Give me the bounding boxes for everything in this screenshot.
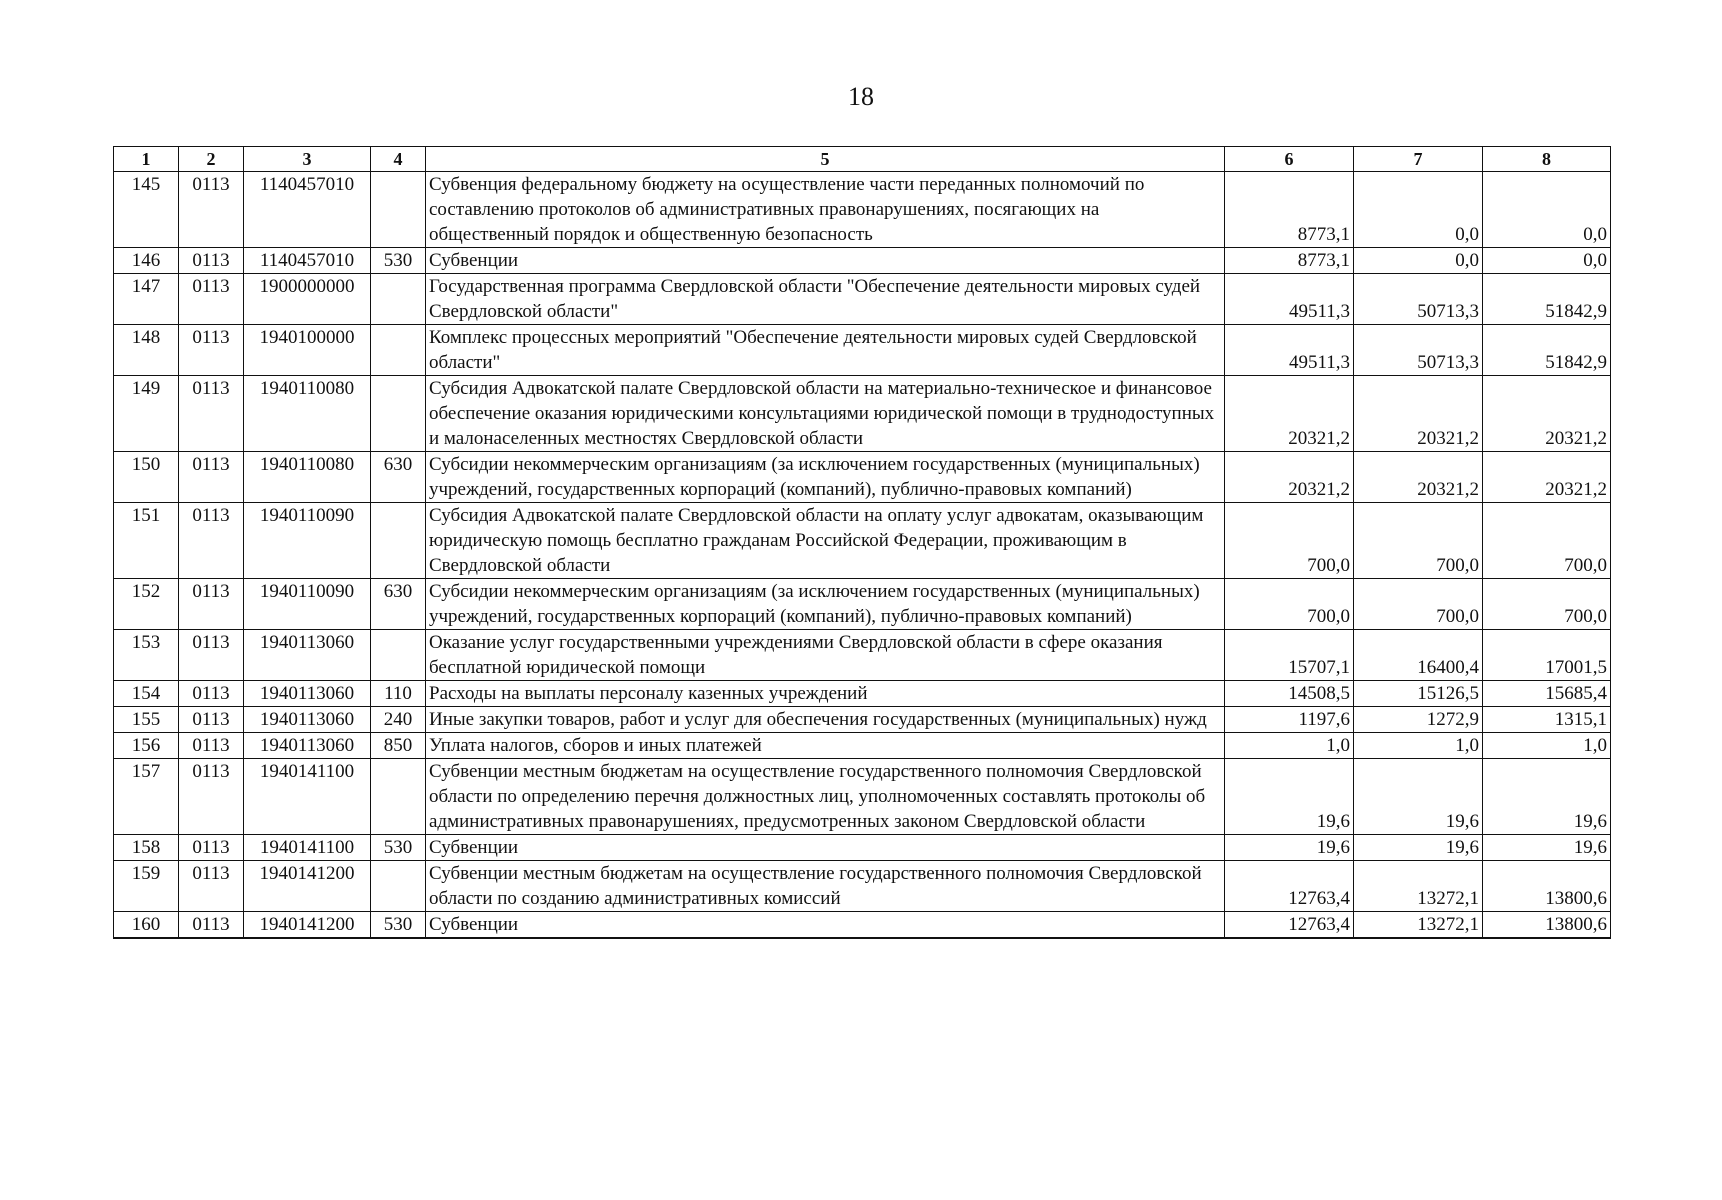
expense-type-cell: 630 xyxy=(371,579,426,630)
amount-year2-cell: 19,6 xyxy=(1354,835,1483,861)
table-body xyxy=(114,172,1611,939)
amount-year3-cell: 0,0 xyxy=(1483,248,1611,274)
section-code-cell: 0113 xyxy=(179,681,244,707)
expense-type-cell: 530 xyxy=(371,835,426,861)
row-number-cell: 159 xyxy=(114,861,179,912)
item-name-cell: Субсидии некоммерческим организациям (за исключением государственных (муниципальных) учреждений, государственных корпораций (компаний), публично-правовых компаний) xyxy=(426,452,1225,503)
amount-year2-cell: 1,0 xyxy=(1354,733,1483,759)
column-header: 1 xyxy=(114,147,179,172)
item-name-cell: Субсидия Адвокатской палате Свердловской области на оплату услуг адвокатам, оказывающим юридическую помощь бесплатно гражданам Российской Федерации, проживающим в Свердловской области xyxy=(426,503,1225,579)
table-row xyxy=(114,835,1611,861)
expense-type-cell: 240 xyxy=(371,707,426,733)
expense-type-cell xyxy=(371,325,426,376)
amount-year3-cell: 13800,6 xyxy=(1483,861,1611,912)
table-row xyxy=(114,503,1611,579)
amount-year3-cell: 13800,6 xyxy=(1483,912,1611,939)
amount-year3-cell: 19,6 xyxy=(1483,835,1611,861)
amount-year1-cell: 8773,1 xyxy=(1225,172,1354,248)
header-row xyxy=(114,147,1611,172)
amount-year1-cell: 20321,2 xyxy=(1225,452,1354,503)
column-header: 8 xyxy=(1483,147,1611,172)
amount-year2-cell: 15126,5 xyxy=(1354,681,1483,707)
section-code-cell: 0113 xyxy=(179,452,244,503)
row-number-cell: 147 xyxy=(114,274,179,325)
amount-year3-cell: 51842,9 xyxy=(1483,274,1611,325)
column-header: 7 xyxy=(1354,147,1483,172)
target-article-cell: 1940113060 xyxy=(244,733,371,759)
expense-type-cell: 630 xyxy=(371,452,426,503)
amount-year1-cell: 49511,3 xyxy=(1225,274,1354,325)
section-code-cell: 0113 xyxy=(179,835,244,861)
row-number-cell: 157 xyxy=(114,759,179,835)
expense-type-cell xyxy=(371,861,426,912)
row-number-cell: 150 xyxy=(114,452,179,503)
item-name-cell: Субвенции xyxy=(426,835,1225,861)
table-row xyxy=(114,861,1611,912)
section-code-cell: 0113 xyxy=(179,733,244,759)
item-name-cell: Субвенция федеральному бюджету на осуществление части переданных полномочий по составлению протоколов об административных правонарушениях, посягающих на общественный порядок и общественную безопасность xyxy=(426,172,1225,248)
table-row xyxy=(114,248,1611,274)
table-row xyxy=(114,325,1611,376)
amount-year3-cell: 1,0 xyxy=(1483,733,1611,759)
expense-type-cell xyxy=(371,376,426,452)
item-name-cell: Субвенции местным бюджетам на осуществление государственного полномочия Свердловской области по созданию административных комиссий xyxy=(426,861,1225,912)
amount-year1-cell: 14508,5 xyxy=(1225,681,1354,707)
section-code-cell: 0113 xyxy=(179,630,244,681)
budget-table xyxy=(113,146,1611,939)
amount-year2-cell: 50713,3 xyxy=(1354,274,1483,325)
amount-year2-cell: 0,0 xyxy=(1354,172,1483,248)
row-number-cell: 149 xyxy=(114,376,179,452)
item-name-cell: Субсидии некоммерческим организациям (за исключением государственных (муниципальных) учреждений, государственных корпораций (компаний), публично-правовых компаний) xyxy=(426,579,1225,630)
table-row xyxy=(114,759,1611,835)
column-header: 6 xyxy=(1225,147,1354,172)
amount-year1-cell: 15707,1 xyxy=(1225,630,1354,681)
target-article-cell: 1140457010 xyxy=(244,248,371,274)
amount-year3-cell: 17001,5 xyxy=(1483,630,1611,681)
amount-year1-cell: 1197,6 xyxy=(1225,707,1354,733)
expense-type-cell xyxy=(371,172,426,248)
section-code-cell: 0113 xyxy=(179,759,244,835)
amount-year2-cell: 20321,2 xyxy=(1354,452,1483,503)
row-number-cell: 151 xyxy=(114,503,179,579)
amount-year3-cell: 19,6 xyxy=(1483,759,1611,835)
target-article-cell: 1940141100 xyxy=(244,759,371,835)
row-number-cell: 156 xyxy=(114,733,179,759)
amount-year1-cell: 12763,4 xyxy=(1225,861,1354,912)
row-number-cell: 155 xyxy=(114,707,179,733)
item-name-cell: Комплекс процессных мероприятий "Обеспечение деятельности мировых судей Свердловской области" xyxy=(426,325,1225,376)
amount-year3-cell: 700,0 xyxy=(1483,503,1611,579)
amount-year2-cell: 13272,1 xyxy=(1354,912,1483,939)
amount-year3-cell: 0,0 xyxy=(1483,172,1611,248)
target-article-cell: 1940110090 xyxy=(244,503,371,579)
target-article-cell: 1940141200 xyxy=(244,861,371,912)
amount-year2-cell: 700,0 xyxy=(1354,503,1483,579)
item-name-cell: Государственная программа Свердловской области "Обеспечение деятельности мировых судей Свердловской области" xyxy=(426,274,1225,325)
target-article-cell: 1940110080 xyxy=(244,376,371,452)
column-header: 5 xyxy=(426,147,1225,172)
amount-year3-cell: 15685,4 xyxy=(1483,681,1611,707)
row-number-cell: 148 xyxy=(114,325,179,376)
target-article-cell: 1940113060 xyxy=(244,681,371,707)
item-name-cell: Уплата налогов, сборов и иных платежей xyxy=(426,733,1225,759)
expense-type-cell xyxy=(371,630,426,681)
expense-type-cell xyxy=(371,503,426,579)
item-name-cell: Субвенции xyxy=(426,912,1225,939)
section-code-cell: 0113 xyxy=(179,248,244,274)
item-name-cell: Расходы на выплаты персоналу казенных учреждений xyxy=(426,681,1225,707)
item-name-cell: Оказание услуг государственными учреждениями Свердловской области в сфере оказания бесплатной юридической помощи xyxy=(426,630,1225,681)
target-article-cell: 1940110090 xyxy=(244,579,371,630)
section-code-cell: 0113 xyxy=(179,325,244,376)
amount-year2-cell: 16400,4 xyxy=(1354,630,1483,681)
section-code-cell: 0113 xyxy=(179,912,244,939)
expense-type-cell: 530 xyxy=(371,248,426,274)
expense-type-cell: 850 xyxy=(371,733,426,759)
amount-year1-cell: 8773,1 xyxy=(1225,248,1354,274)
section-code-cell: 0113 xyxy=(179,579,244,630)
amount-year3-cell: 51842,9 xyxy=(1483,325,1611,376)
amount-year1-cell: 700,0 xyxy=(1225,579,1354,630)
row-number-cell: 160 xyxy=(114,912,179,939)
amount-year3-cell: 20321,2 xyxy=(1483,376,1611,452)
table-row xyxy=(114,681,1611,707)
table-row xyxy=(114,452,1611,503)
row-number-cell: 158 xyxy=(114,835,179,861)
row-number-cell: 154 xyxy=(114,681,179,707)
section-code-cell: 0113 xyxy=(179,707,244,733)
column-header: 4 xyxy=(371,147,426,172)
target-article-cell: 1940141100 xyxy=(244,835,371,861)
row-number-cell: 153 xyxy=(114,630,179,681)
table-row xyxy=(114,376,1611,452)
item-name-cell: Субвенции xyxy=(426,248,1225,274)
amount-year2-cell: 13272,1 xyxy=(1354,861,1483,912)
target-article-cell: 1140457010 xyxy=(244,172,371,248)
target-article-cell: 1940113060 xyxy=(244,630,371,681)
item-name-cell: Субвенции местным бюджетам на осуществление государственного полномочия Свердловской области по определению перечня должностных лиц, уполномоченных составлять протоколы об административных правонарушениях, предусмотренных законом Свердловской области xyxy=(426,759,1225,835)
row-number-cell: 152 xyxy=(114,579,179,630)
amount-year1-cell: 1,0 xyxy=(1225,733,1354,759)
item-name-cell: Субсидия Адвокатской палате Свердловской области на материально-техническое и финансовое обеспечение оказания юридическими консультациями юридической помощи в труднодоступных и малонаселенных местностях Свердловской области xyxy=(426,376,1225,452)
target-article-cell: 1940110080 xyxy=(244,452,371,503)
amount-year2-cell: 19,6 xyxy=(1354,759,1483,835)
item-name-cell: Иные закупки товаров, работ и услуг для обеспечения государственных (муниципальных) нужд xyxy=(426,707,1225,733)
column-header: 2 xyxy=(179,147,244,172)
section-code-cell: 0113 xyxy=(179,172,244,248)
target-article-cell: 1940141200 xyxy=(244,912,371,939)
amount-year2-cell: 20321,2 xyxy=(1354,376,1483,452)
row-number-cell: 145 xyxy=(114,172,179,248)
amount-year2-cell: 50713,3 xyxy=(1354,325,1483,376)
table-row xyxy=(114,707,1611,733)
section-code-cell: 0113 xyxy=(179,376,244,452)
table-row xyxy=(114,274,1611,325)
table-row xyxy=(114,912,1611,939)
amount-year2-cell: 0,0 xyxy=(1354,248,1483,274)
section-code-cell: 0113 xyxy=(179,503,244,579)
amount-year1-cell: 49511,3 xyxy=(1225,325,1354,376)
expense-type-cell xyxy=(371,759,426,835)
table-row xyxy=(114,579,1611,630)
amount-year3-cell: 700,0 xyxy=(1483,579,1611,630)
target-article-cell: 1940100000 xyxy=(244,325,371,376)
amount-year1-cell: 19,6 xyxy=(1225,835,1354,861)
amount-year1-cell: 700,0 xyxy=(1225,503,1354,579)
row-number-cell: 146 xyxy=(114,248,179,274)
amount-year1-cell: 20321,2 xyxy=(1225,376,1354,452)
amount-year1-cell: 19,6 xyxy=(1225,759,1354,835)
amount-year3-cell: 20321,2 xyxy=(1483,452,1611,503)
target-article-cell: 1940113060 xyxy=(244,707,371,733)
expense-type-cell: 110 xyxy=(371,681,426,707)
table-row xyxy=(114,630,1611,681)
column-header: 3 xyxy=(244,147,371,172)
section-code-cell: 0113 xyxy=(179,274,244,325)
expense-type-cell xyxy=(371,274,426,325)
table-row xyxy=(114,172,1611,248)
expense-type-cell: 530 xyxy=(371,912,426,939)
table-row xyxy=(114,733,1611,759)
amount-year1-cell: 12763,4 xyxy=(1225,912,1354,939)
page-number: 18 xyxy=(848,82,874,111)
amount-year2-cell: 1272,9 xyxy=(1354,707,1483,733)
section-code-cell: 0113 xyxy=(179,861,244,912)
amount-year3-cell: 1315,1 xyxy=(1483,707,1611,733)
target-article-cell: 1900000000 xyxy=(244,274,371,325)
amount-year2-cell: 700,0 xyxy=(1354,579,1483,630)
